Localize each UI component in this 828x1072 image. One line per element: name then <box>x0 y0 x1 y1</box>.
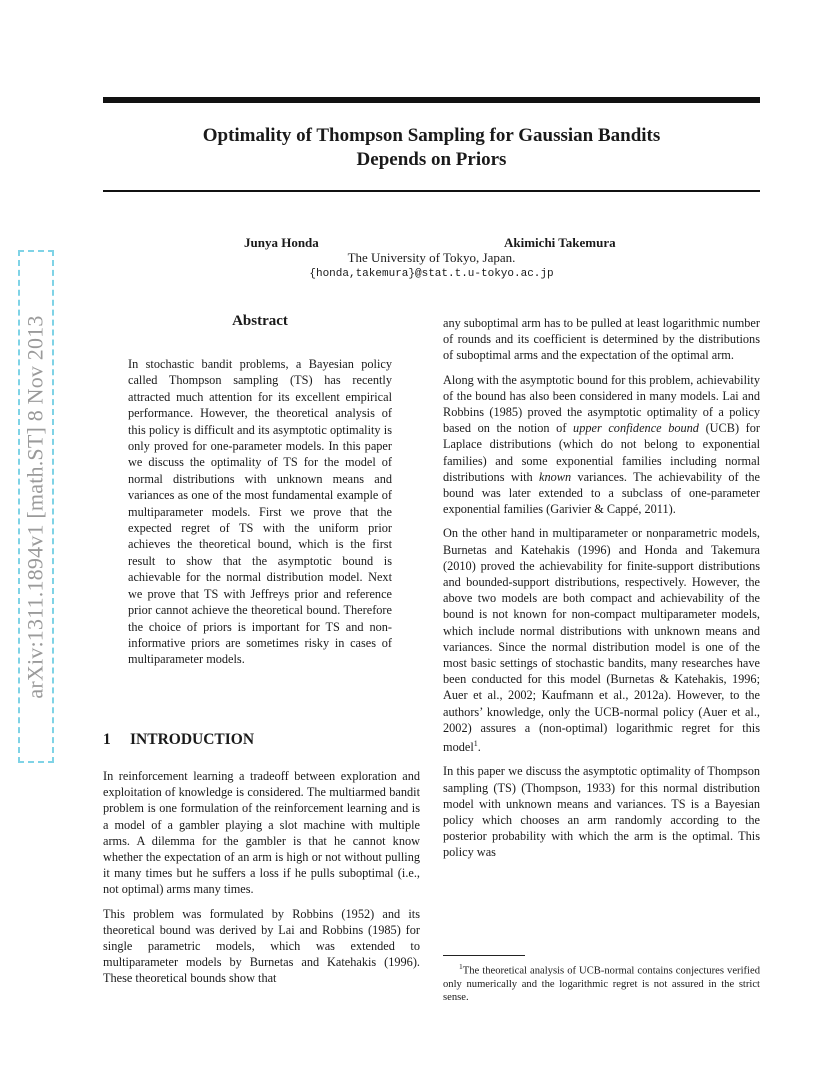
left-column-body <box>103 768 420 995</box>
section-heading <box>103 731 254 749</box>
author-1: Junya Honda <box>244 235 319 250</box>
right-column-body <box>443 315 760 869</box>
author-email: {honda,takemura}@stat.t.u-tokyo.ac.jp <box>309 268 554 280</box>
footnote-number: 1 <box>459 962 463 971</box>
footnote <box>443 960 760 1005</box>
intro-paragraph-2: This problem was formulated by Robbins (1952) and its theoretical bound was derived by Lai and Robbins (1985) for single parametric models, which was extended to multiparameter models by Burnetas and Katehakis (1996). These theoretical bounds show that <box>103 906 420 986</box>
p2-text-c: variances. The achievability of the bound was later extended to a subclass of one-parameter exponential families (Garivier & Cappé, 2011). <box>443 469 760 517</box>
p3-end: . <box>477 740 481 755</box>
top-rule <box>103 97 760 103</box>
right-paragraph-2 <box>443 372 760 518</box>
right-paragraph-3 <box>443 525 760 755</box>
arxiv-stamp <box>18 250 54 763</box>
title-rule <box>103 190 760 192</box>
abstract-heading: Abstract <box>232 313 288 329</box>
author-2: Akimichi Takemura <box>504 235 616 250</box>
title-line-1: Optimality of Thompson Sampling for Gaussian Bandits <box>202 125 661 146</box>
section-number: 1 <box>103 731 111 748</box>
p3-text: On the other hand in multiparameter or nonparametric models, Burnetas and Katehakis (1996) and Honda and Takemura (2010) proved the achievability for finite-support distributions and bounded-support distributions, respectively. However, the above two models are both compact and achievability of the bound is not known for non-compact multiparameter models, which include normal distributions with unknown means and variances. Since the normal distribution model is one of the most basic settings of stochastic bandits, many researches have been conducted for this model (Burnetas & Katehakis, 1996; Auer et al., 2002; Kaufmann et al., 2012a). However, to the authors’ knowledge, only the UCB-normal policy (Auer et al., 2002) assures a (non-optimal) logarithmic regret for this model <box>443 526 760 755</box>
section-title: INTRODUCTION <box>130 731 255 748</box>
p2-emphasis-ucb: upper confidence bound <box>573 421 699 436</box>
footnote-rule <box>443 955 525 956</box>
footnote-marker: 1 <box>473 739 478 749</box>
p2-emphasis-known: known <box>539 469 572 484</box>
affiliation: The University of Tokyo, Japan. <box>347 250 516 265</box>
right-paragraph-4: In this paper we discuss the asymptotic optimality of Thompson sampling (TS) (Thompson, 1933) for this normal distribution model with unknown means and variances. TS is a Bayesian policy which chooses an arm randomly according to the posterior probability with which the arm is the optimal. This policy was <box>443 764 760 860</box>
intro-paragraph-1: In reinforcement learning a tradeoff between exploration and exploitation of knowledge is considered. The multiarmed bandit problem is one formulation of the reinforcement learning and is a model of a gambler playing a slot machine with multiple arms. A dilemma for the gambler is that he cannot know whether the expectation of an arm is high or not without pulling it many times but he suffers a loss if he pulls suboptimal (i.e., not optimal) arms many times. <box>103 769 420 897</box>
p2-text-a: Along with the asymptotic bound for this problem, achievability of the bound has also been considered in many models. Lai and Robbins (1985) proved the asymptotic optimality of a policy based on the notion of <box>443 372 760 436</box>
footnote-text: The theoretical analysis of UCB-normal contains conjectures verified only numerically and the logarithmic regret is not assured in the strict sense. <box>443 965 760 1004</box>
right-paragraph-1: any suboptimal arm has to be pulled at least logarithmic number of rounds and its coefficient is determined by the distributions of suboptimal arms and the expectation of the optimal arm. <box>443 316 760 363</box>
paper-title <box>103 124 760 172</box>
arxiv-stamp-text: arXiv:1311.1894v1 [math.ST] 8 Nov 2013 <box>23 314 49 699</box>
abstract-text: In stochastic bandit problems, a Bayesian policy called Thompson sampling (TS) has recently attracted much attention for its excellent empirical performance. However, the theoretical analysis of this policy is difficult and its asymptotic optimality is only proved for one-parameter models. In this paper we discuss the optimality of TS for the model of normal distributions with unknown means and variances as one of the most fundamental example of multiparameter models. First we prove that the expected regret of TS with the uniform prior achieves the theoretical bound, which is the first result to show that the asymptotic bound is achievable for the normal distribution model. Next we prove that TS with Jeffreys prior and reference prior cannot achieve the theoretical bound. Therefore the choice of priors is important for TS and non-informative priors are sometimes risky in cases of multiparameter models. <box>128 357 392 667</box>
p2-text-b: (UCB) for Laplace distributions (which do not belong to exponential families) and some exponential families including normal distributions with <box>443 421 761 484</box>
title-line-2: Depends on Priors <box>356 149 507 170</box>
